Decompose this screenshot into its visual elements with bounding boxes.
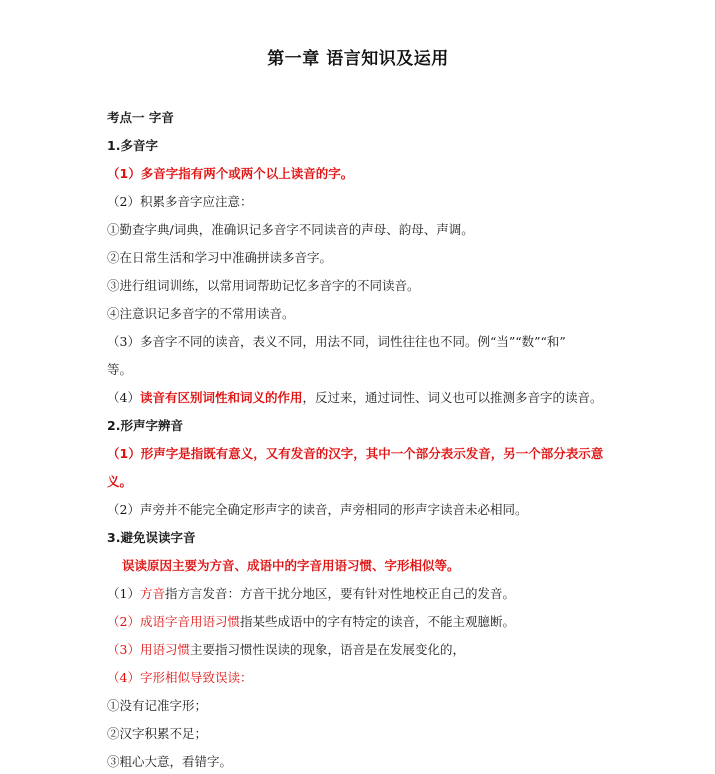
s1-p4-rest: ，反过来，通过词性、词义也可以推测多音字的读音。 [302, 390, 603, 405]
s1-p3-line2: 等。 [107, 362, 133, 377]
s3-p1 [107, 586, 627, 602]
s1-p2: （2）积累多音字应注意： [107, 194, 253, 209]
s3-p1-highlight: 方音 [139, 586, 165, 601]
s3-p3-rest: 主要指习惯性误读的现象，语音是在发展变化的， [189, 642, 465, 657]
s3-item-2: ②汉字积累不足； [107, 726, 208, 741]
s1-item-3: ③进行组词训练，以常用词帮助记忆多音字的不同读音。 [107, 278, 420, 293]
heading-3: 3.避免误读字音 [107, 530, 196, 545]
s1-p4-highlight: 读音有区别词性和词义的作用 [139, 390, 303, 405]
s3-p2-rest: 指某些成语中的字有特定的读音，不能主观臆断。 [239, 614, 515, 629]
s2-p1-line1: （1）形声字是指既有意义，又有发音的汉字，其中一个部分表示发音，另一个部分表示意 [107, 446, 604, 461]
s1-item-4: ④注意识记多音字的不常用读音。 [107, 306, 295, 321]
chapter-title: 第一章 语言知识及运用 [267, 49, 449, 69]
s1-p4 [107, 390, 627, 406]
heading-2: 2.形声字辨音 [107, 418, 183, 433]
s1-p1: （1）多音字指有两个或两个以上读音的字。 [107, 166, 354, 181]
s3-item-1: ①没有记准字形； [107, 698, 208, 713]
s2-p2: （2）声旁并不能完全确定形声字的读音，声旁相同的形声字读音未必相同。 [107, 502, 528, 517]
s3-p4: （4）字形相似导致误读： [107, 670, 253, 685]
s3-p2 [107, 614, 627, 630]
section-kaodian: 考点一 字音 [107, 110, 174, 125]
s3-p2-highlight: （2）成语字音用语习惯 [107, 614, 240, 629]
s3-p1-rest: 指方言发音：方音干扰分地区，要有针对性地校正自己的发音。 [164, 586, 515, 601]
s1-p3-line1: （3）多音字不同的读音，表义不同，用法不同，词性往往也不同。例“当”“数”“和” [107, 334, 566, 349]
s1-item-1: ①勤查字典/词典，准确识记多音字不同读音的声母、韵母、声调。 [107, 222, 474, 237]
s3-p3-highlight: （3）用语习惯 [107, 642, 190, 657]
s1-p4-prefix: （4） [107, 390, 140, 405]
s3-lead: 误读原因主要为方音、成语中的字音用语习惯、字形相似等。 [122, 558, 460, 573]
s1-item-2: ②在日常生活和学习中准确拼读多音字。 [107, 250, 333, 265]
s3-p3 [107, 642, 627, 658]
heading-1: 1.多音字 [107, 138, 158, 153]
s3-p1-prefix: （1） [107, 586, 140, 601]
s3-item-3: ③粗心大意，看错字。 [107, 754, 233, 769]
s2-p1-line2: 义。 [107, 474, 133, 489]
